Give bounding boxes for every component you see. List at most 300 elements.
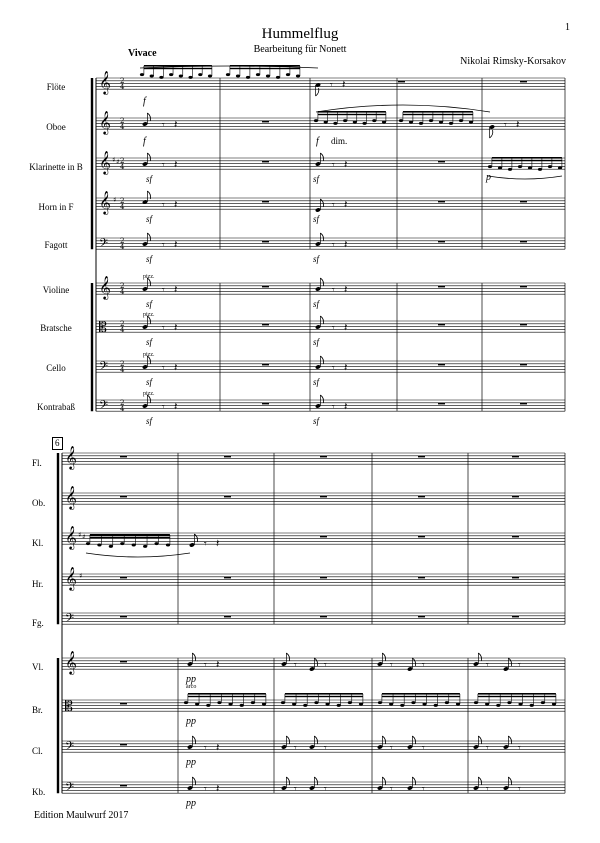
whole-rest bbox=[398, 81, 405, 83]
note-flag bbox=[478, 777, 481, 785]
run-notehead bbox=[459, 119, 463, 122]
run-notehead bbox=[226, 73, 230, 76]
whole-rest bbox=[262, 241, 269, 243]
note-flag bbox=[490, 130, 493, 138]
run-notehead bbox=[169, 73, 173, 76]
note-flag bbox=[286, 777, 289, 785]
time-sig-top: 2 bbox=[120, 117, 125, 125]
whole-rest bbox=[120, 703, 127, 705]
run-notehead bbox=[518, 165, 522, 168]
clef-icon: 𝄢 bbox=[65, 781, 75, 797]
time-sig-top: 2 bbox=[120, 282, 125, 290]
note-flag bbox=[320, 153, 323, 161]
dynamic-f: f bbox=[143, 96, 146, 107]
eighth-rest: 𝄾 bbox=[332, 160, 335, 171]
clef-icon: 𝄞 bbox=[65, 566, 77, 590]
dynamic-sf: sf bbox=[313, 254, 320, 264]
note-flag bbox=[382, 653, 385, 661]
run-notehead bbox=[530, 704, 534, 707]
sharp-icon: ♯ bbox=[79, 572, 83, 580]
dynamic-sf: sf bbox=[146, 377, 153, 387]
whole-rest bbox=[320, 456, 327, 458]
run-notehead bbox=[469, 121, 473, 124]
note-flag bbox=[382, 736, 385, 744]
whole-rest bbox=[520, 286, 527, 288]
piece-subtitle: Bearbeitung für Nonett bbox=[253, 44, 347, 55]
dynamic-sf: sf bbox=[313, 337, 320, 347]
quarter-rest: 𝄽 bbox=[174, 118, 178, 131]
run-notehead bbox=[109, 545, 113, 548]
eighth-rest: 𝄾 bbox=[162, 285, 165, 296]
run-notehead bbox=[324, 121, 328, 124]
time-sig-bottom: 4 bbox=[120, 326, 125, 334]
beam bbox=[478, 693, 556, 695]
eighth-rest: 𝄾 bbox=[204, 660, 207, 671]
whole-rest bbox=[262, 324, 269, 326]
dynamic-sf: sf bbox=[313, 377, 320, 387]
quarter-rest: 𝄽 bbox=[344, 321, 348, 334]
run-notehead bbox=[325, 703, 329, 706]
run-notehead bbox=[399, 119, 403, 122]
dynamic-pp: pp bbox=[186, 674, 196, 685]
beam bbox=[382, 696, 460, 697]
label-kl: Kl. bbox=[32, 538, 44, 548]
piece-title: Hummelflug bbox=[261, 26, 339, 42]
whole-rest bbox=[120, 496, 127, 498]
run-notehead bbox=[439, 121, 443, 124]
run-notehead bbox=[206, 704, 210, 707]
eighth-rest: 𝄾 bbox=[390, 743, 393, 754]
whole-rest bbox=[120, 785, 127, 787]
whole-rest bbox=[120, 744, 127, 746]
clef-icon: 𝄢 bbox=[99, 399, 109, 415]
dynamic-p: p bbox=[486, 172, 491, 183]
run-notehead bbox=[296, 75, 300, 78]
run-notehead bbox=[236, 75, 240, 78]
label-fl: Fl. bbox=[32, 458, 42, 468]
run-notehead bbox=[411, 701, 415, 704]
eighth-rest: 𝄾 bbox=[332, 363, 335, 374]
whole-rest bbox=[512, 616, 519, 618]
eighth-rest: 𝄾 bbox=[518, 660, 521, 671]
whole-rest bbox=[224, 616, 231, 618]
run-notehead bbox=[362, 122, 366, 125]
label-vl: Vl. bbox=[32, 662, 44, 672]
run-notehead bbox=[359, 703, 363, 706]
run-notehead bbox=[474, 701, 478, 704]
sharp-icon: ♯ bbox=[112, 156, 116, 164]
whole-rest bbox=[120, 616, 127, 618]
quarter-rest: 𝄽 bbox=[174, 400, 178, 413]
beam bbox=[188, 696, 266, 697]
beam bbox=[403, 114, 473, 115]
clef-icon: 𝄞 bbox=[99, 70, 111, 94]
eighth-rest: 𝄾 bbox=[390, 784, 393, 795]
run-notehead bbox=[217, 701, 221, 704]
run-notehead bbox=[496, 704, 500, 707]
eighth-rest: 𝄾 bbox=[332, 323, 335, 334]
eighth-rest: 𝄾 bbox=[518, 743, 521, 754]
run-notehead bbox=[276, 76, 280, 79]
run-notehead bbox=[150, 75, 154, 78]
eighth-rest: 𝄾 bbox=[486, 784, 489, 795]
slur bbox=[316, 105, 490, 112]
run-notehead bbox=[343, 119, 347, 122]
clef-icon: 𝄞 bbox=[65, 525, 77, 549]
eighth-rest: 𝄾 bbox=[204, 784, 207, 795]
whole-rest bbox=[520, 241, 527, 243]
run-notehead bbox=[548, 165, 552, 168]
note-flag bbox=[314, 777, 317, 785]
dynamic-sf: sf bbox=[146, 254, 153, 264]
run-notehead bbox=[538, 168, 542, 171]
eighth-rest: 𝄾 bbox=[332, 200, 335, 211]
time-sig-bottom: 4 bbox=[120, 405, 125, 413]
note-flag bbox=[508, 777, 511, 785]
pizz-marking: pizz. bbox=[143, 391, 155, 397]
dynamic-pp: pp bbox=[186, 716, 196, 727]
quarter-rest: 𝄽 bbox=[174, 361, 178, 374]
whole-rest bbox=[418, 496, 425, 498]
quarter-rest: 𝄽 bbox=[344, 198, 348, 211]
run-notehead bbox=[337, 704, 341, 707]
time-sig-bottom: 4 bbox=[120, 203, 125, 211]
dynamic-pp: pp bbox=[186, 757, 196, 768]
note-flag bbox=[147, 153, 150, 161]
pizz-marking: pizz. bbox=[143, 312, 155, 318]
time-sig-top: 2 bbox=[120, 399, 125, 407]
whole-rest bbox=[320, 496, 327, 498]
note-flag bbox=[192, 736, 195, 744]
note-flag bbox=[478, 736, 481, 744]
sharp-icon: ♯ bbox=[82, 533, 86, 541]
whole-rest bbox=[224, 456, 231, 458]
pizz-marking: pizz. bbox=[143, 274, 155, 280]
whole-rest bbox=[262, 403, 269, 405]
dynamic-dim: dim. bbox=[331, 136, 348, 146]
run-notehead bbox=[507, 701, 511, 704]
quarter-rest: 𝄽 bbox=[216, 741, 220, 754]
quarter-rest: 𝄽 bbox=[516, 118, 520, 131]
page-number: 1 bbox=[565, 22, 570, 33]
note-flag bbox=[320, 199, 323, 207]
note-flag bbox=[412, 777, 415, 785]
time-sig-bottom: 4 bbox=[120, 83, 125, 91]
time-sig-bottom: 4 bbox=[120, 123, 125, 131]
note-flag bbox=[147, 233, 150, 241]
eighth-rest: 𝄾 bbox=[324, 660, 327, 671]
run-notehead bbox=[240, 704, 244, 707]
run-notehead bbox=[143, 545, 147, 548]
clef-icon: 𝄞 bbox=[99, 190, 111, 214]
run-notehead bbox=[552, 703, 556, 706]
run-notehead bbox=[372, 119, 376, 122]
label-oboe: Oboe bbox=[46, 122, 66, 132]
quarter-rest: 𝄽 bbox=[174, 238, 178, 251]
run-notehead bbox=[140, 73, 144, 76]
quarter-rest: 𝄽 bbox=[216, 658, 220, 671]
eighth-rest: 𝄾 bbox=[332, 240, 335, 251]
whole-rest bbox=[320, 616, 327, 618]
time-sig-bottom: 4 bbox=[120, 163, 125, 171]
note-flag bbox=[314, 736, 317, 744]
whole-rest bbox=[418, 577, 425, 579]
whole-rest bbox=[418, 616, 425, 618]
whole-rest bbox=[224, 496, 231, 498]
run-notehead bbox=[120, 542, 124, 545]
eighth-rest: 𝄾 bbox=[294, 784, 297, 795]
dynamic-sf: sf bbox=[146, 214, 153, 224]
eighth-rest: 𝄾 bbox=[518, 784, 521, 795]
run-notehead bbox=[382, 121, 386, 124]
run-notehead bbox=[378, 701, 382, 704]
beam bbox=[318, 111, 386, 113]
time-sig-bottom: 4 bbox=[120, 366, 125, 374]
run-notehead bbox=[228, 703, 232, 706]
run-notehead bbox=[558, 167, 562, 170]
run-notehead bbox=[314, 119, 318, 122]
sharp-icon: ♯ bbox=[113, 196, 117, 204]
time-sig-top: 2 bbox=[120, 360, 125, 368]
quarter-rest: 𝄽 bbox=[216, 537, 220, 550]
label-ob: Ob. bbox=[32, 498, 46, 508]
whole-rest bbox=[520, 403, 527, 405]
whole-rest bbox=[262, 286, 269, 288]
run-notehead bbox=[445, 701, 449, 704]
note-flag bbox=[320, 233, 323, 241]
label-violine: Violine bbox=[42, 285, 70, 295]
quarter-rest: 𝄽 bbox=[344, 283, 348, 296]
whole-rest bbox=[120, 456, 127, 458]
pizz-marking: pizz. bbox=[143, 352, 155, 358]
eighth-rest: 𝄾 bbox=[162, 200, 165, 211]
dynamic-f: f bbox=[316, 136, 319, 147]
whole-rest bbox=[418, 456, 425, 458]
run-notehead bbox=[132, 544, 136, 547]
eighth-rest: 𝄾 bbox=[486, 743, 489, 754]
label-kontrabass: Kontrabaß bbox=[37, 402, 75, 412]
whole-rest bbox=[438, 201, 445, 203]
label-floete: Flöte bbox=[46, 82, 66, 92]
time-sig-top: 2 bbox=[120, 237, 125, 245]
clef-icon: 𝄢 bbox=[65, 740, 75, 756]
quarter-rest: 𝄽 bbox=[344, 158, 348, 171]
run-notehead bbox=[303, 704, 307, 707]
arco-marking: arco bbox=[186, 684, 197, 690]
run-notehead bbox=[422, 703, 426, 706]
eighth-rest: 𝄾 bbox=[294, 660, 297, 671]
whole-rest bbox=[438, 403, 445, 405]
time-sig-top: 2 bbox=[120, 197, 125, 205]
note-flag bbox=[508, 736, 511, 744]
run-notehead bbox=[498, 167, 502, 170]
run-notehead bbox=[198, 73, 202, 76]
clef-icon: 𝄡 bbox=[99, 320, 107, 336]
whole-rest bbox=[520, 201, 527, 203]
quarter-rest: 𝄽 bbox=[174, 198, 178, 211]
clef-icon: 𝄞 bbox=[99, 150, 111, 174]
label-cl: Cl. bbox=[32, 746, 43, 756]
note-flag bbox=[320, 316, 323, 324]
dynamic-pp: pp bbox=[186, 798, 196, 809]
label-bratsche: Bratsche bbox=[40, 323, 72, 333]
eighth-rest: 𝄾 bbox=[162, 363, 165, 374]
beam bbox=[90, 534, 170, 536]
whole-rest bbox=[438, 324, 445, 326]
beam bbox=[478, 696, 556, 697]
eighth-rest: 𝄾 bbox=[162, 120, 165, 131]
quarter-rest: 𝄽 bbox=[174, 158, 178, 171]
quarter-rest: 𝄽 bbox=[344, 361, 348, 374]
clef-icon: 𝄢 bbox=[99, 360, 109, 376]
clef-icon: 𝄞 bbox=[99, 275, 111, 299]
dynamic-sf: sf bbox=[146, 337, 153, 347]
eighth-rest: 𝄾 bbox=[162, 402, 165, 413]
note-flag bbox=[478, 653, 481, 661]
run-notehead bbox=[154, 542, 158, 545]
whole-rest bbox=[512, 496, 519, 498]
beam bbox=[230, 68, 300, 69]
eighth-rest: 𝄾 bbox=[324, 784, 327, 795]
time-sig-top: 2 bbox=[120, 77, 125, 85]
run-notehead bbox=[389, 703, 393, 706]
eighth-rest: 𝄾 bbox=[486, 660, 489, 671]
quarter-rest: 𝄽 bbox=[344, 400, 348, 413]
note-flag bbox=[286, 736, 289, 744]
run-notehead bbox=[262, 703, 266, 706]
dynamic-sf: sf bbox=[146, 174, 153, 184]
run-notehead bbox=[400, 704, 404, 707]
note-flag bbox=[286, 653, 289, 661]
run-notehead bbox=[97, 544, 101, 547]
edition-footer: Edition Maulwurf 2017 bbox=[34, 810, 129, 821]
whole-rest bbox=[438, 241, 445, 243]
label-fg: Fg. bbox=[32, 618, 44, 628]
eighth-rest: 𝄾 bbox=[332, 402, 335, 413]
time-sig-bottom: 4 bbox=[120, 243, 125, 251]
run-notehead bbox=[256, 73, 260, 76]
quarter-rest: 𝄽 bbox=[342, 78, 346, 91]
run-notehead bbox=[541, 701, 545, 704]
sharp-icon: ♯ bbox=[116, 158, 120, 166]
eighth-rest: 𝄾 bbox=[162, 240, 165, 251]
note-flag bbox=[320, 395, 323, 403]
whole-rest bbox=[262, 161, 269, 163]
run-notehead bbox=[528, 167, 532, 170]
eighth-rest: 𝄾 bbox=[162, 160, 165, 171]
beam bbox=[188, 693, 266, 695]
eighth-rest: 𝄾 bbox=[204, 743, 207, 754]
clef-icon: 𝄞 bbox=[99, 110, 111, 134]
label-br: Br. bbox=[32, 705, 43, 715]
whole-rest bbox=[520, 324, 527, 326]
run-notehead bbox=[449, 122, 453, 125]
run-notehead bbox=[419, 122, 423, 125]
note-flag bbox=[192, 777, 195, 785]
eighth-rest: 𝄾 bbox=[204, 539, 207, 550]
dynamic-f: f bbox=[143, 136, 146, 147]
eighth-rest: 𝄾 bbox=[330, 80, 333, 91]
quarter-rest: 𝄽 bbox=[344, 238, 348, 251]
whole-rest bbox=[320, 577, 327, 579]
run-notehead bbox=[208, 75, 212, 78]
eighth-rest: 𝄾 bbox=[162, 323, 165, 334]
label-klarinette: Klarinette in B bbox=[29, 162, 83, 172]
dynamic-sf: sf bbox=[313, 214, 320, 224]
run-notehead bbox=[188, 76, 192, 79]
run-notehead bbox=[434, 704, 438, 707]
whole-rest bbox=[120, 661, 127, 663]
whole-rest bbox=[438, 364, 445, 366]
clef-icon: 𝄞 bbox=[65, 650, 77, 674]
run-notehead bbox=[266, 75, 270, 78]
sharp-icon: ♯ bbox=[78, 531, 82, 539]
quarter-rest: 𝄽 bbox=[174, 321, 178, 334]
whole-rest bbox=[512, 577, 519, 579]
run-notehead bbox=[353, 121, 357, 124]
quarter-rest: 𝄽 bbox=[216, 782, 220, 795]
beam bbox=[90, 537, 170, 538]
tempo-marking: Vivace bbox=[128, 48, 157, 59]
time-sig-top: 2 bbox=[120, 157, 125, 165]
eighth-rest: 𝄾 bbox=[324, 743, 327, 754]
whole-rest bbox=[262, 364, 269, 366]
whole-rest bbox=[438, 161, 445, 163]
clef-icon: 𝄞 bbox=[65, 445, 77, 469]
whole-rest bbox=[438, 286, 445, 288]
beam bbox=[382, 693, 460, 695]
time-sig-bottom: 4 bbox=[120, 288, 125, 296]
dynamic-sf: sf bbox=[146, 416, 153, 426]
run-notehead bbox=[281, 701, 285, 704]
beam bbox=[318, 114, 386, 115]
note-flag bbox=[412, 658, 415, 666]
run-notehead bbox=[488, 165, 492, 168]
beam bbox=[285, 696, 363, 697]
note-flag bbox=[320, 278, 323, 286]
note-flag bbox=[147, 113, 150, 121]
clef-icon: 𝄡 bbox=[65, 699, 73, 715]
note-flag bbox=[314, 658, 317, 666]
run-notehead bbox=[456, 703, 460, 706]
slur bbox=[86, 553, 190, 557]
measure-number: 6 bbox=[52, 437, 63, 450]
whole-rest bbox=[262, 121, 269, 123]
eighth-rest: 𝄾 bbox=[332, 285, 335, 296]
run-notehead bbox=[195, 703, 199, 706]
label-fagott: Fagott bbox=[44, 240, 68, 250]
eighth-rest: 𝄾 bbox=[422, 743, 425, 754]
run-notehead bbox=[429, 119, 433, 122]
slur bbox=[488, 176, 562, 179]
beam bbox=[492, 157, 562, 159]
run-notehead bbox=[286, 73, 290, 76]
dynamic-sf: sf bbox=[313, 416, 320, 426]
whole-rest bbox=[320, 536, 327, 538]
clef-icon: 𝄞 bbox=[65, 485, 77, 509]
beam bbox=[492, 160, 562, 161]
clef-icon: 𝄢 bbox=[65, 612, 75, 628]
whole-rest bbox=[262, 201, 269, 203]
label-horn: Horn in F bbox=[38, 202, 74, 212]
run-notehead bbox=[333, 122, 337, 125]
eighth-rest: 𝄾 bbox=[390, 660, 393, 671]
note-flag bbox=[382, 777, 385, 785]
run-notehead bbox=[166, 544, 170, 547]
run-notehead bbox=[159, 76, 163, 79]
whole-rest bbox=[224, 577, 231, 579]
run-notehead bbox=[184, 701, 188, 704]
